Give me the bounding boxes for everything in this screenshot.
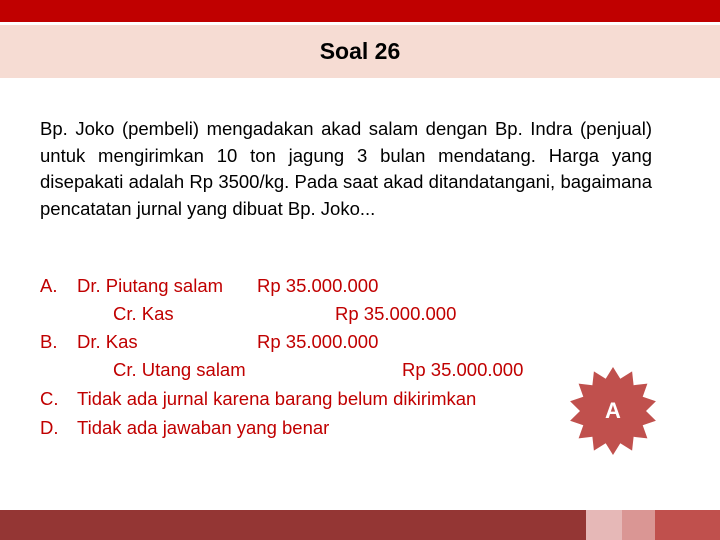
footer-segment-mid [622, 510, 655, 540]
title-band [0, 25, 720, 78]
option-b-line1: Dr. Kas [77, 331, 138, 352]
option-b-letter: B. [40, 331, 58, 352]
option-c-text: Tidak ada jurnal karena barang belum dikirimkan [77, 388, 477, 409]
option-b-line2-amount: Rp 35.000.000 [402, 359, 524, 380]
answer-badge [568, 366, 658, 456]
star-burst-icon [568, 366, 658, 456]
footer-segment-dark [0, 510, 586, 540]
top-accent-bar [0, 0, 720, 22]
option-a-letter: A. [40, 275, 58, 296]
option-a-line1: Dr. Piutang salam [77, 275, 224, 296]
slide-title: Soal 26 [319, 38, 401, 64]
option-d-text: Tidak ada jawaban yang benar [77, 417, 330, 438]
question-text: Bp. Joko (pembeli) mengadakan akad salam dengan Bp. Indra (penjual) untuk mengirimkan 10 ton jagung 3 bulan mendatang. Harga yang disepakati adalah Rp 3500/kg. Pada saat akad ditandatangani, bagaimana pencatatan jurnal yang dibuat Bp. Joko... [40, 118, 652, 219]
option-a-line1-amount: Rp 35.000.000 [257, 275, 379, 296]
option-d-letter: D. [40, 417, 59, 438]
footer-segment-accent [655, 510, 720, 540]
option-a-line2: Cr. Kas [113, 303, 174, 324]
option-b-line2: Cr. Utang salam [113, 359, 246, 380]
option-c-letter: C. [40, 388, 59, 409]
option-b-line1-amount: Rp 35.000.000 [257, 331, 379, 352]
answer-letter: A [605, 398, 621, 423]
option-a-line2-amount: Rp 35.000.000 [335, 303, 457, 324]
footer-segment-light [586, 510, 622, 540]
footer-bar [0, 510, 720, 540]
